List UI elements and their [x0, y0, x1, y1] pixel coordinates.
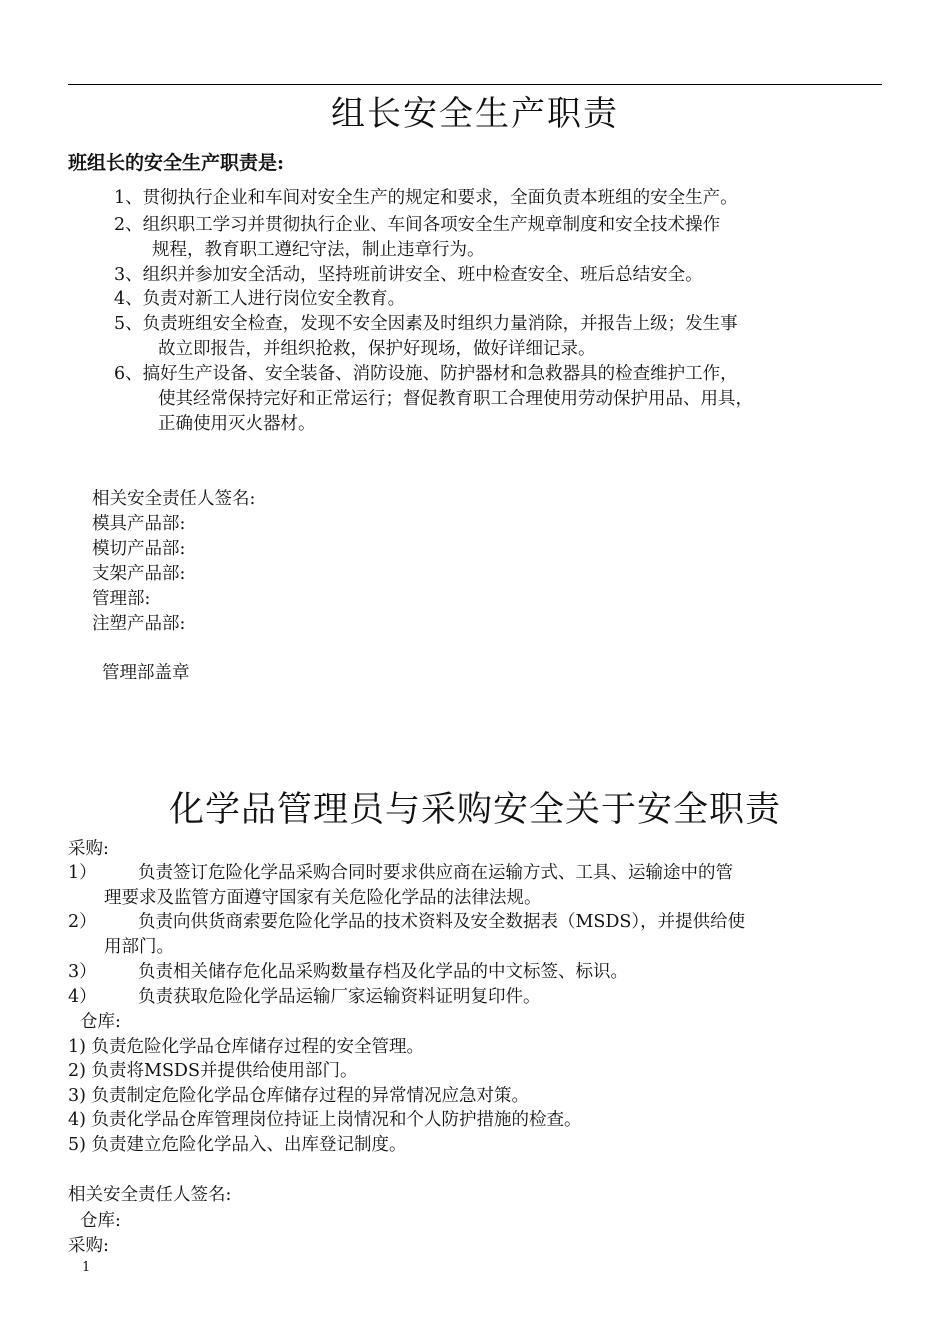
purchase-label: 采购:	[68, 839, 109, 859]
management-stamp-label: 管理部盖章	[102, 663, 190, 683]
duty-item-6: 6、搞好生产设备、安全装备、消防设施、防护器材和急救器具的检查维护工作，	[114, 364, 738, 384]
section2-title: 化学品管理员与采购安全关于安全职责	[168, 790, 781, 830]
duty-item-6-cont: 使其经常保持完好和正常运行；督促教育职工合理使用劳动保护用品、用具，	[158, 389, 753, 409]
purchase-item-2	[68, 910, 745, 935]
duty-item-5-cont: 故立即报告，并组织抢救，保护好现场，做好详细记录。	[158, 339, 596, 359]
purchase-item-2-cont: 用部门。	[104, 937, 174, 957]
duty-item-6-cont2: 正确使用灭火器材。	[158, 414, 316, 434]
duty-item-2: 2、组织职工学习并贯彻执行企业、车间各项安全生产规章制度和安全技术操作	[114, 215, 721, 235]
warehouse-item-4: 4) 负责化学品仓库管理岗位持证上岗情况和个人防护措施的检查。	[68, 1110, 582, 1130]
signature-dept-diecut: 模切产品部:	[92, 539, 186, 559]
signature-dept-injection: 注塑产品部:	[92, 614, 186, 634]
signature-dept-management: 管理部:	[92, 589, 151, 609]
purchase-item-1-cont: 理要求及监管方面遵守国家有关危险化学品的法律法规。	[104, 888, 542, 908]
warehouse-item-1: 1) 负责危险化学品仓库储存过程的安全管理。	[68, 1037, 425, 1057]
purchase-item-2-text: 负责向供货商索要危险化学品的技术资料及安全数据表（MSDS），并提供给使	[138, 912, 746, 932]
purchase-item-1	[68, 861, 733, 886]
section2-signature-warehouse: 仓库:	[80, 1211, 121, 1231]
purchase-item-3-num: 3）	[68, 962, 97, 982]
duty-item-5: 5、负责班组安全检查，发现不安全因素及时组织力量消除，并报告上级；发生事	[114, 314, 738, 334]
purchase-item-3	[68, 960, 628, 985]
section2-signature-purchase: 采购:	[68, 1236, 109, 1256]
warehouse-label: 仓库:	[80, 1012, 121, 1032]
purchase-item-4-num: 4）	[68, 987, 97, 1007]
signature-dept-bracket: 支架产品部:	[92, 564, 186, 584]
signature-heading: 相关安全责任人签名:	[92, 489, 256, 509]
section2-signature-heading: 相关安全责任人签名:	[68, 1185, 232, 1205]
section1-title: 组长安全生产职责	[331, 94, 619, 134]
purchase-item-4-text: 负责获取危险化学品运输厂家运输资料证明复印件。	[138, 987, 541, 1007]
page-number: 1	[82, 1260, 91, 1275]
purchase-item-1-text: 负责签订危险化学品采购合同时要求供应商在运输方式、工具、运输途中的管	[138, 863, 733, 883]
duty-item-4: 4、负责对新工人进行岗位安全教育。	[114, 289, 406, 309]
warehouse-item-5: 5) 负责建立危险化学品入、出库登记制度。	[68, 1135, 407, 1155]
warehouse-item-3: 3) 负责制定危险化学品仓库储存过程的异常情况应急对策。	[68, 1086, 530, 1106]
purchase-item-2-num: 2）	[68, 912, 97, 932]
duty-item-3: 3、组织并参加安全活动，坚持班前讲安全、班中检查安全、班后总结安全。	[114, 265, 703, 285]
purchase-item-1-num: 1）	[68, 863, 97, 883]
header-rule	[68, 84, 882, 85]
duty-item-2-cont: 规程，教育职工遵纪守法，制止违章行为。	[152, 240, 485, 260]
warehouse-item-2: 2) 负责将MSDS并提供给使用部门。	[68, 1061, 358, 1081]
signature-dept-mold: 模具产品部:	[92, 514, 186, 534]
section1-subheading: 班组长的安全生产职责是:	[68, 152, 285, 174]
duty-item-1: 1、贯彻执行企业和车间对安全生产的规定和要求，全面负责本班组的安全生产。	[114, 188, 738, 208]
purchase-item-3-text: 负责相关储存危化品采购数量存档及化学品的中文标签、标识。	[138, 962, 628, 982]
purchase-item-4	[68, 985, 541, 1010]
